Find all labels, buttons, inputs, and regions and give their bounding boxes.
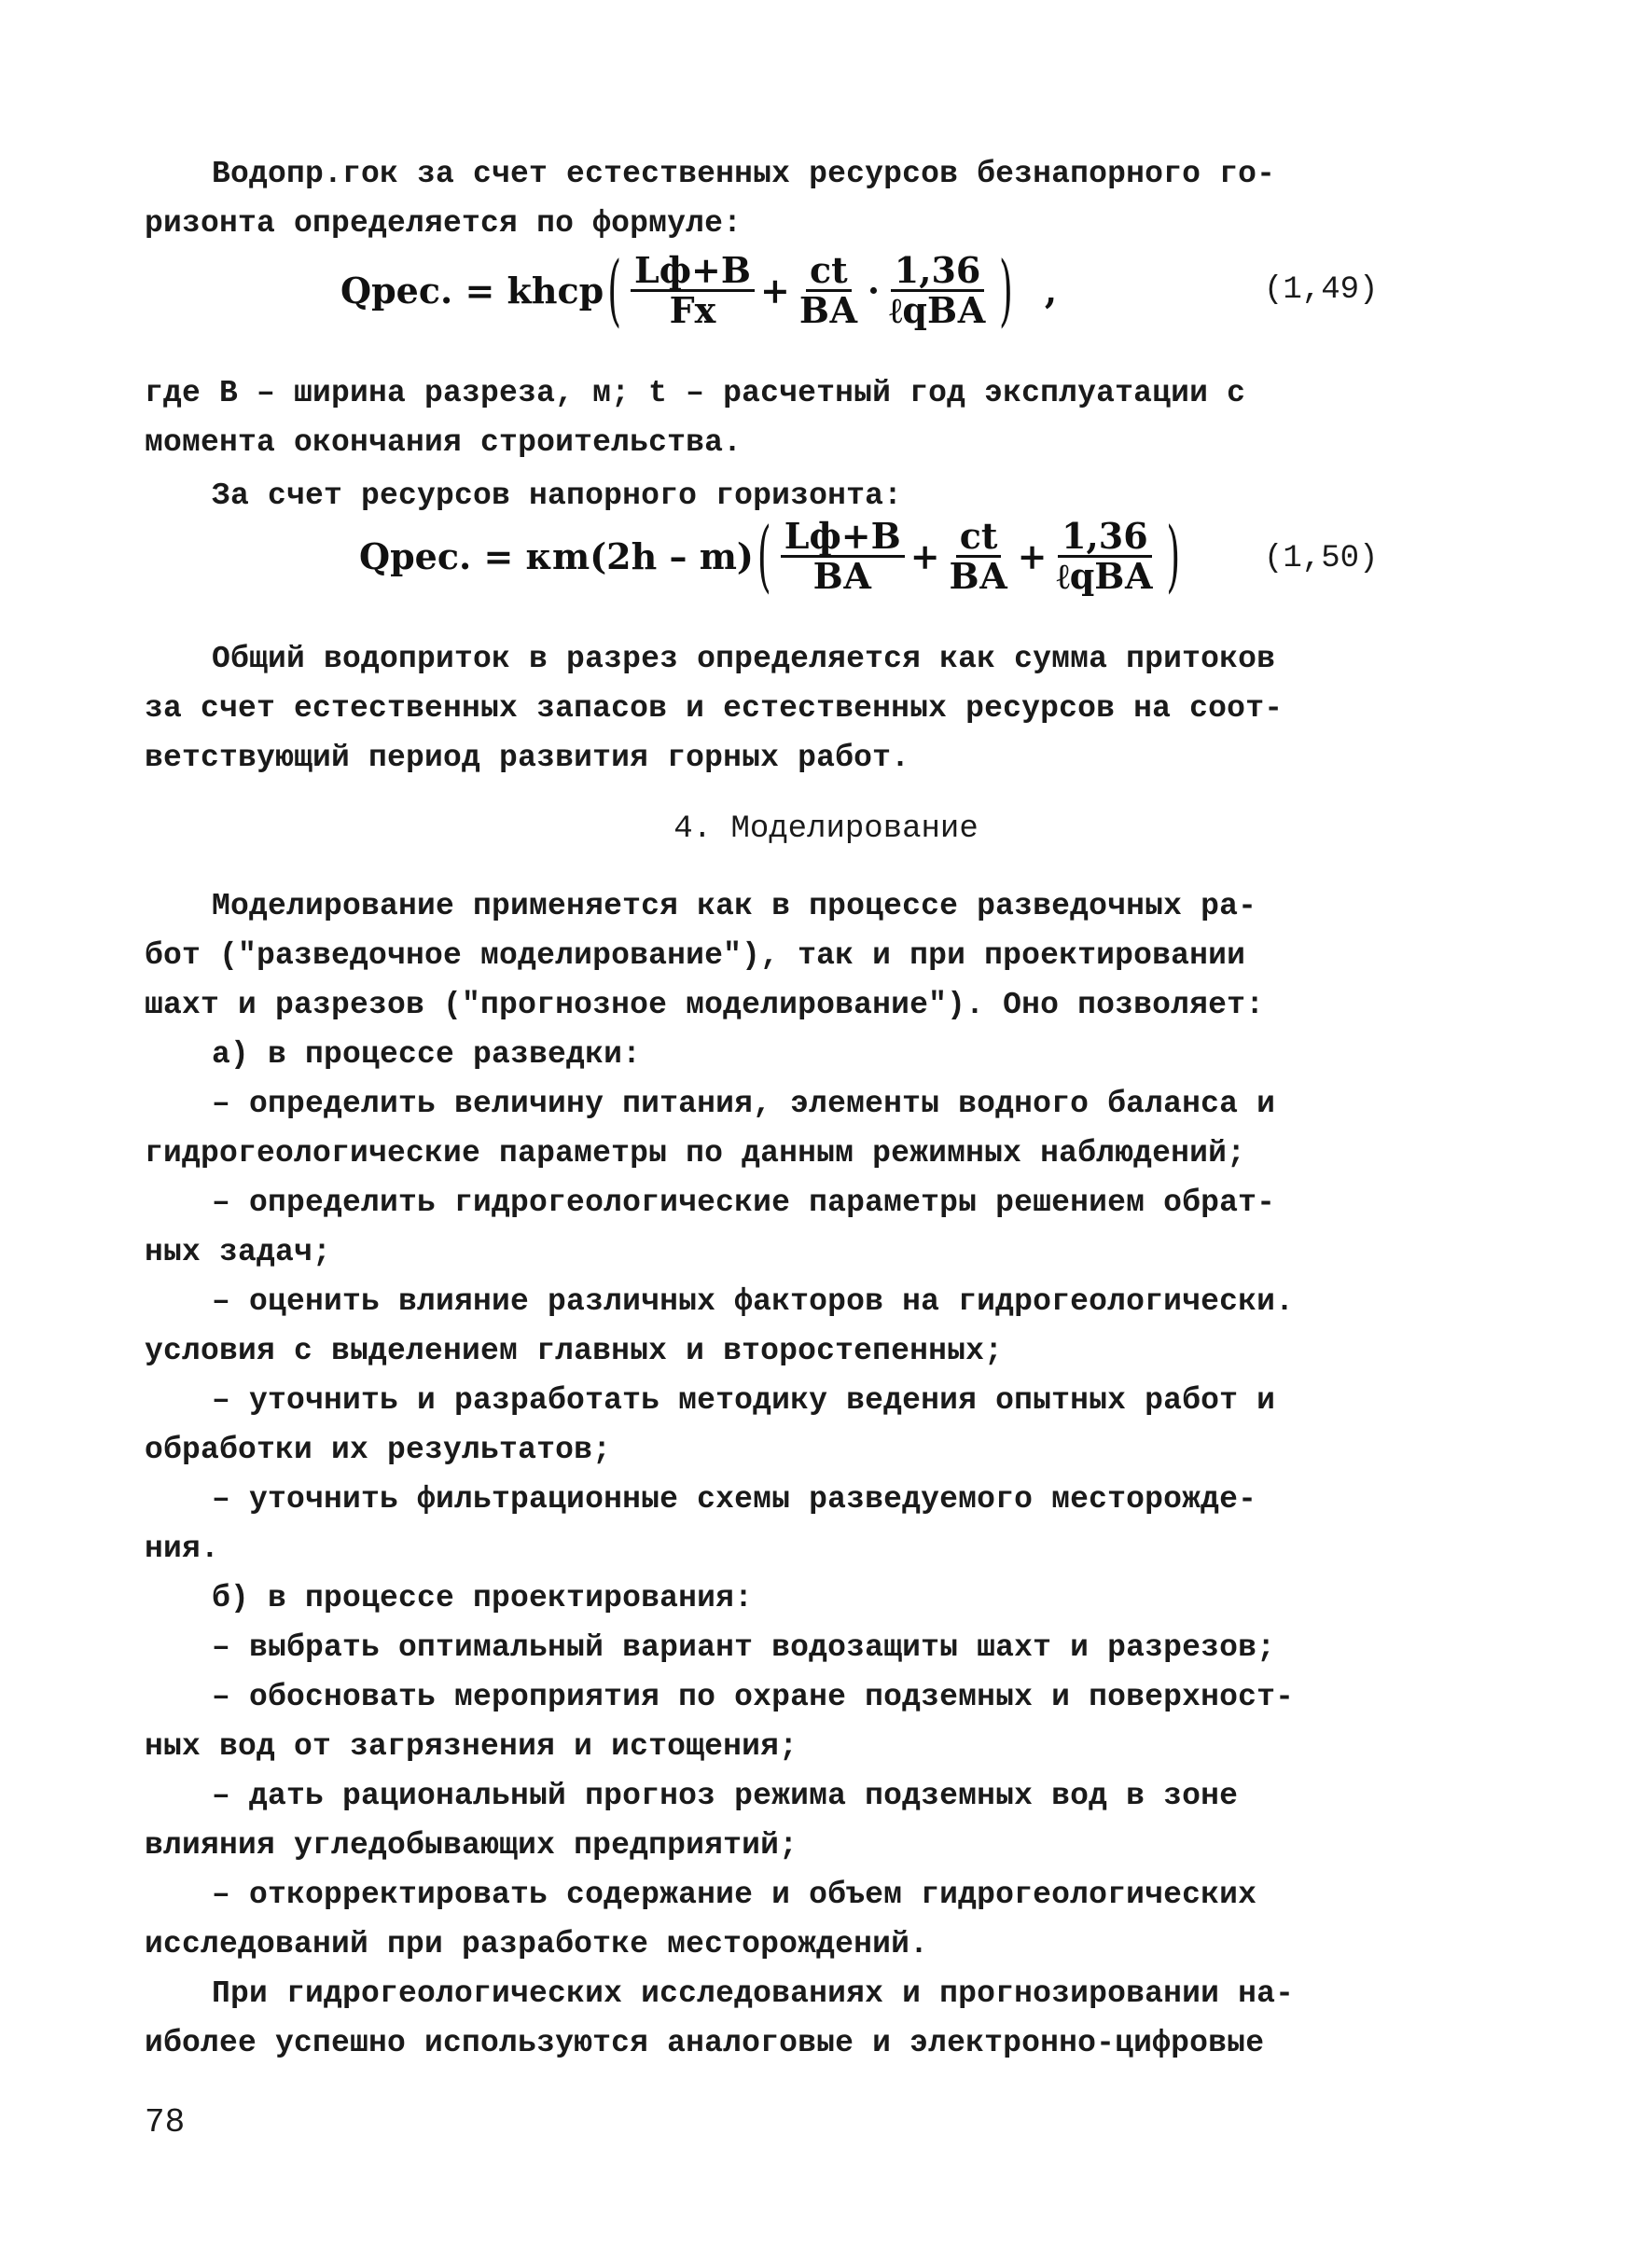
plus-sign: + bbox=[1017, 534, 1048, 577]
formula-1-50-term-1-den: BА bbox=[812, 554, 872, 597]
formula-1-50-term-2-den: BА bbox=[949, 554, 1008, 597]
formula-1-50-term-2 bbox=[946, 515, 1012, 597]
formula-1-49-lhs: Qрес. = khср bbox=[340, 269, 604, 312]
formula-1-49-open-paren: ( bbox=[607, 244, 622, 336]
formula-1-50-term-3-den: ℓqBА bbox=[1056, 554, 1154, 597]
formula-1-50-term-1-num: Lф+B bbox=[781, 518, 905, 558]
list-item: – оценить влияние различных факторов на гидрогеологически. bbox=[212, 1284, 1295, 1319]
formula-1-49-comma: , bbox=[1044, 269, 1058, 312]
list-item: – дать рациональный прогноз режима подземных вод в зоне bbox=[212, 1779, 1239, 1813]
page-number: 78 bbox=[145, 2103, 186, 2141]
total-line-3: ветствующий период развития горных работ. bbox=[145, 741, 910, 775]
list-b-heading: б) в процессе проектирования: bbox=[212, 1581, 754, 1615]
plus-sign: + bbox=[909, 534, 940, 577]
modeling-paragraph bbox=[145, 881, 1516, 2068]
where-paragraph bbox=[145, 368, 1516, 467]
formula-1-50-term-1 bbox=[781, 515, 905, 597]
total-inflow-paragraph bbox=[145, 634, 1516, 783]
equation-number-1-49: (1,49) bbox=[1264, 272, 1379, 308]
where-line-1: где B – ширина разреза, м; t – расчетный год эксплуатации с bbox=[145, 376, 1246, 410]
list-item: – уточнить и разработать методику ведения опытных работ и bbox=[212, 1383, 1276, 1418]
list-item-continuation: ных задач; bbox=[145, 1235, 332, 1269]
list-item-continuation: условия с выделением главных и второстепенных; bbox=[145, 1334, 1004, 1368]
list-item-continuation: ных вод от загрязнения и истощения; bbox=[145, 1729, 798, 1764]
section-heading: 4. Моделирование bbox=[673, 811, 979, 847]
list-item: – обосновать мероприятия по охране подземных и поверхност- bbox=[212, 1680, 1295, 1714]
intro-line-1: Водопр.гок за счет естественных ресурсов безнапорного го- bbox=[212, 157, 1276, 191]
formula-1-50-term-2-num: ct bbox=[956, 518, 1002, 558]
intro-line-2: ризонта определяется по формуле: bbox=[145, 206, 743, 241]
equation-number-1-50: (1,50) bbox=[1264, 541, 1379, 576]
total-line-2: за счет естественных запасов и естественных ресурсов на соот- bbox=[145, 691, 1284, 726]
formula-1-49-term-3 bbox=[885, 249, 990, 331]
dot-sign: · bbox=[867, 269, 881, 312]
formula-1-50 bbox=[359, 510, 1184, 602]
formula-1-49-term-2-num: ct bbox=[806, 252, 852, 292]
formula-1-49-term-1-den: Fх bbox=[669, 288, 716, 331]
list-item-continuation: ния. bbox=[145, 1531, 220, 1566]
formula-1-50-term-3-num: 1,36 bbox=[1058, 518, 1152, 558]
list-item: – уточнить фильтрационные схемы разведуемого месторожде- bbox=[212, 1482, 1257, 1517]
modeling-line-1: Моделирование применяется как в процессе разведочных ра- bbox=[212, 889, 1257, 923]
list-item-continuation: обработки их результатов; bbox=[145, 1433, 612, 1467]
formula-1-50-close-paren: ) bbox=[1166, 510, 1181, 602]
modeling-line-3: шахт и разрезов ("прогнозное моделирование"). Оно позволяет: bbox=[145, 988, 1265, 1022]
list-item: – определить величину питания, элементы водного баланса и bbox=[212, 1087, 1276, 1121]
formula-1-50-open-paren: ( bbox=[757, 510, 771, 602]
formula-1-49-term-2 bbox=[796, 249, 862, 331]
list-item: – откорректировать содержание и объем гидрогеологических bbox=[212, 1878, 1257, 1912]
formula-1-49-close-paren: ) bbox=[999, 244, 1013, 336]
formula-1-49 bbox=[340, 244, 1058, 336]
list-item-continuation: исследований при разработке месторождений. bbox=[145, 1927, 929, 1961]
pressure-intro-line: За счет ресурсов напорного горизонта: bbox=[212, 478, 903, 513]
list-item-continuation: гидрогеологические параметры по данным режимных наблюдений; bbox=[145, 1136, 1246, 1171]
intro-paragraph bbox=[145, 149, 1516, 248]
formula-1-50-term-3 bbox=[1052, 515, 1157, 597]
list-item-continuation: влияния угледобывающих предприятий; bbox=[145, 1828, 798, 1863]
closing-line-1: При гидрогеологических исследованиях и прогнозировании на- bbox=[212, 1976, 1295, 2011]
list-item: – выбрать оптимальный вариант водозащиты шахт и разрезов; bbox=[212, 1630, 1276, 1665]
modeling-line-2: бот ("разведочное моделирование"), так и при проектировании bbox=[145, 938, 1246, 973]
closing-line-2: иболее успешно используются аналоговые и электронно-цифровые bbox=[145, 2026, 1265, 2060]
where-line-2: момента окончания строительства. bbox=[145, 425, 743, 460]
formula-1-50-lhs: Qрес. = κm(2h – m) bbox=[359, 534, 754, 577]
list-a-heading: а) в процессе разведки: bbox=[212, 1037, 642, 1072]
formula-1-49-term-3-num: 1,36 bbox=[891, 252, 985, 292]
list-item: – определить гидрогеологические параметры решением обрат- bbox=[212, 1185, 1276, 1220]
formula-1-49-term-3-den: ℓqBА bbox=[889, 288, 987, 331]
pressure-intro bbox=[145, 471, 1516, 520]
formula-1-49-term-2-den: BА bbox=[798, 288, 858, 331]
total-line-1: Общий водоприток в разрез определяется как сумма притоков bbox=[212, 642, 1276, 676]
formula-1-49-term-1 bbox=[631, 249, 755, 331]
formula-1-49-term-1-num: Lф+B bbox=[631, 252, 755, 292]
plus-sign: + bbox=[759, 269, 790, 312]
